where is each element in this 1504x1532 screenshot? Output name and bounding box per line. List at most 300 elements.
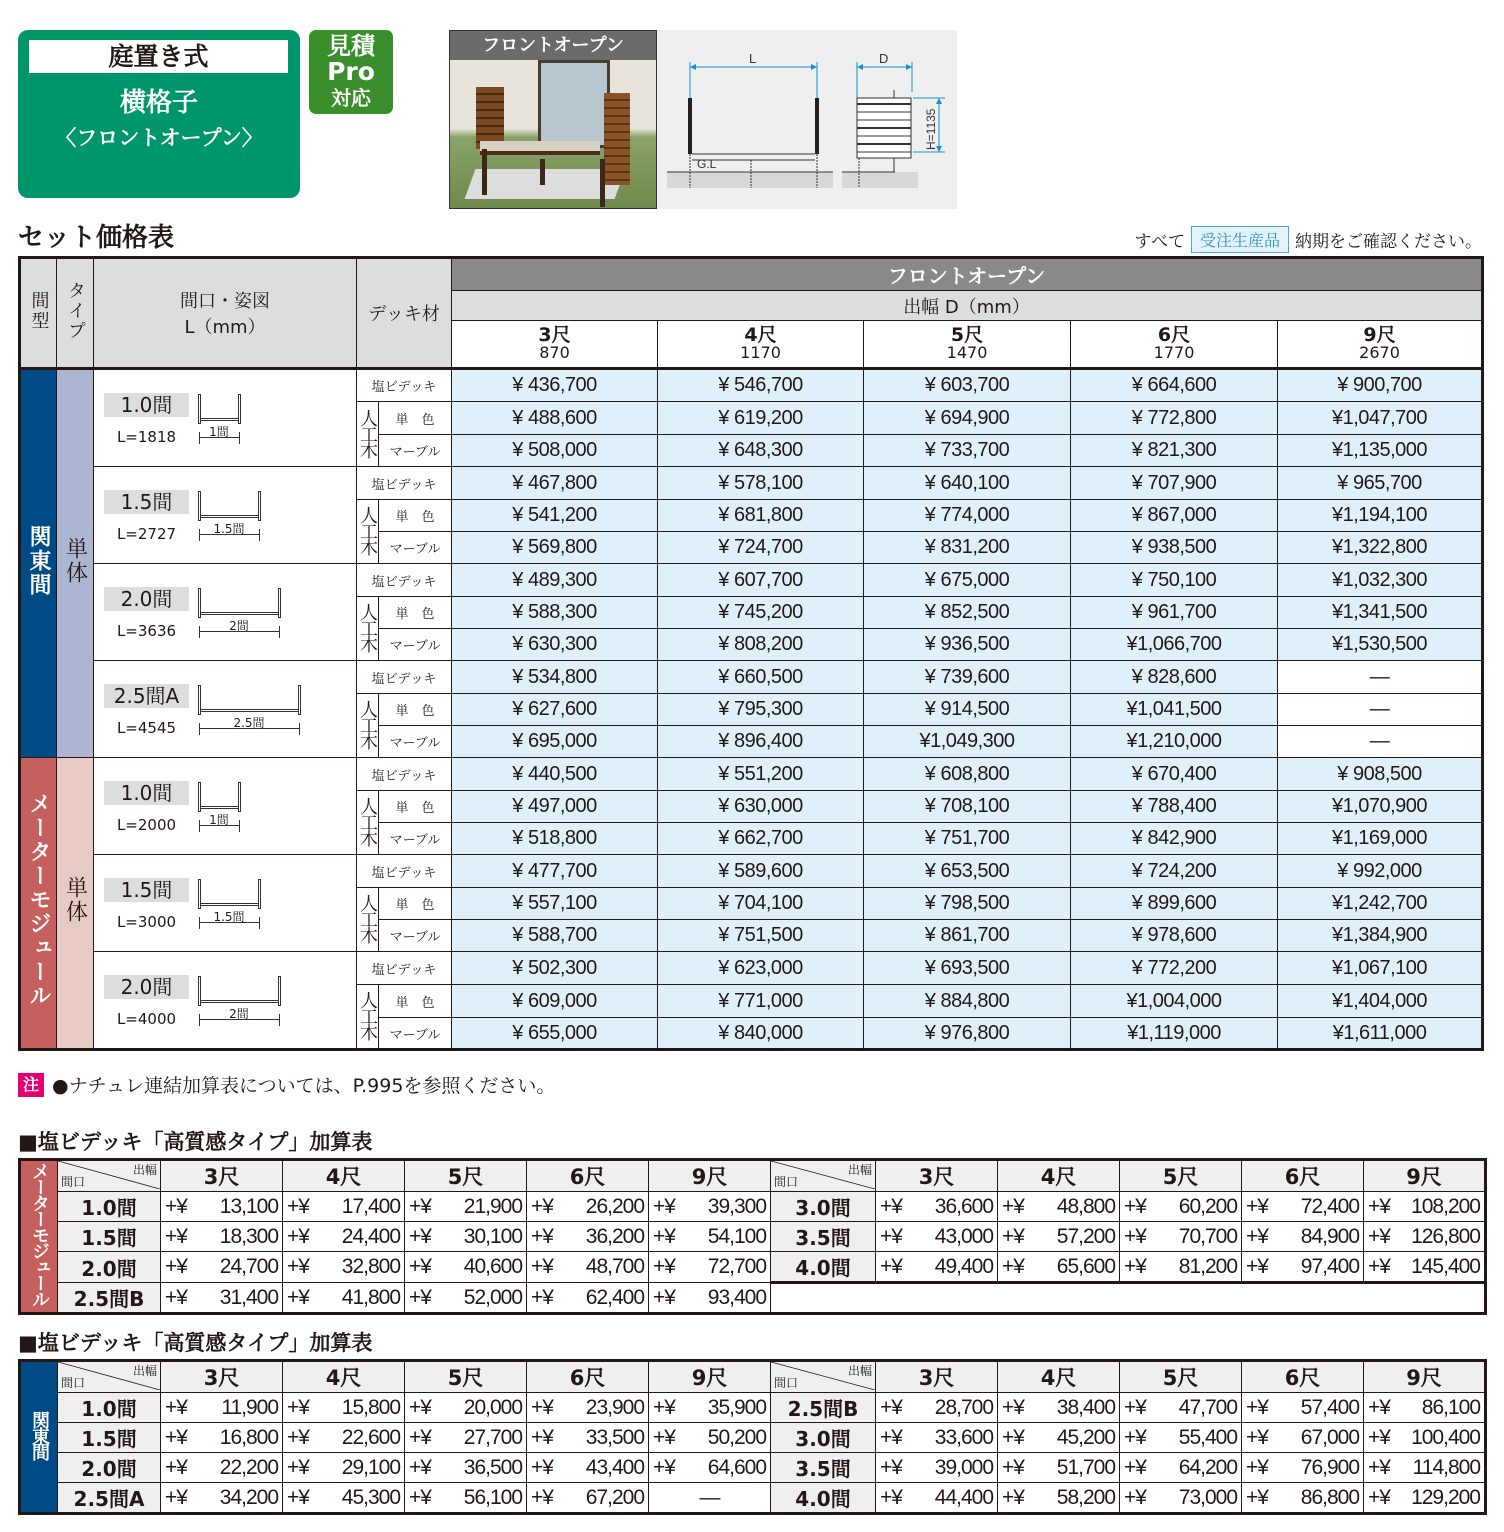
addon-col-header: 4尺 (998, 1361, 1120, 1393)
price-cell: ¥ 808,200 (658, 629, 864, 661)
addon-col-header: 5尺 (1120, 1361, 1242, 1393)
addon-region-kanto: 関東間 (20, 1361, 58, 1514)
region-kanto: 関東間 (20, 369, 57, 758)
addon-row-label: 4.0間 (771, 1252, 876, 1283)
size-cell: 1.5間 L=3000 1.5間 (94, 855, 357, 952)
addon-col-header: 4尺 (283, 1361, 405, 1393)
photo-caption: フロントオープン (450, 31, 656, 60)
price-cell: ¥1,322,800 (1278, 532, 1483, 564)
addon-value: +¥ 97,400 (1242, 1252, 1364, 1283)
addon-value: +¥ 57,200 (998, 1222, 1120, 1252)
size-length: L=2000 (116, 816, 177, 834)
price-cell: ¥ 653,500 (864, 855, 1071, 888)
price-cell: ¥1,004,000 (1071, 985, 1278, 1018)
size-cell: 2.0間 L=4000 2間 (94, 952, 357, 1050)
set-price-table (18, 256, 1484, 1051)
price-cell: ¥ 821,300 (1071, 435, 1278, 467)
price-cell: ¥ 751,500 (658, 920, 864, 952)
size-label: 1.0間 (104, 781, 189, 805)
deck-solid-label: 単 色 (379, 597, 452, 629)
size-cell: 2.5間A L=4545 2.5間 (94, 661, 357, 758)
price-cell: ¥ 541,200 (452, 500, 658, 532)
addon-value: +¥ 17,400 (283, 1192, 405, 1222)
price-cell: ¥1,194,100 (1278, 500, 1483, 532)
price-cell: ¥ 896,400 (658, 726, 864, 758)
addon-col-header: 6尺 (1242, 1160, 1364, 1192)
deck-solid-label: 単 色 (379, 694, 452, 726)
price-row (20, 758, 1483, 791)
addon-value: +¥ 60,200 (1120, 1192, 1242, 1222)
price-cell: ¥ 436,700 (452, 369, 658, 402)
addon-row-label: 1.0間 (58, 1192, 161, 1222)
price-cell: ¥ 867,000 (1071, 500, 1278, 532)
column-header-4尺: 4尺 1170 (658, 321, 864, 369)
size-length: L=4000 (116, 1010, 177, 1028)
price-cell: ¥ 675,000 (864, 564, 1071, 597)
size-cell: 1.0間 L=2000 1間 (94, 758, 357, 855)
addon-value: +¥ 48,700 (527, 1252, 649, 1283)
price-cell: ¥ 695,000 (452, 726, 658, 758)
price-cell: ¥1,404,000 (1278, 985, 1483, 1018)
addon-value: +¥ 11,900 (161, 1393, 283, 1423)
addon-value: +¥ 47,700 (1120, 1393, 1242, 1423)
svg-text:G.L: G.L (697, 157, 717, 171)
deck-pvc-label: 塩ビデッキ (357, 467, 452, 500)
addon-row-label: 1.5間 (58, 1222, 161, 1252)
addon-value: +¥ 43,000 (876, 1222, 998, 1252)
addon-value: +¥ 31,400 (161, 1283, 283, 1314)
price-cell: ¥1,067,100 (1278, 952, 1483, 985)
price-cell: — (1278, 694, 1483, 726)
addon-value: +¥ 55,400 (1120, 1423, 1242, 1453)
size-cell: 1.5間 L=2727 1.5間 (94, 467, 357, 564)
price-cell: ¥ 733,700 (864, 435, 1071, 467)
addon-row (20, 1423, 1486, 1453)
price-cell: ¥ 788,400 (1071, 791, 1278, 823)
addon-title-kanto: ■塩ビデッキ「高質感タイプ」加算表 (18, 1331, 373, 1355)
size-label: 1.0間 (104, 393, 189, 417)
price-cell: ¥ 508,000 (452, 435, 658, 467)
price-cell: ¥ 708,100 (864, 791, 1071, 823)
deck-pvc-label: 塩ビデッキ (357, 952, 452, 985)
deck-marble-label: マーブル (379, 920, 452, 952)
price-cell: ¥ 842,900 (1071, 823, 1278, 855)
addon-row-label: 2.5間A (58, 1483, 161, 1514)
price-cell: ¥ 502,300 (452, 952, 658, 985)
addon-value: +¥ 23,900 (527, 1393, 649, 1423)
price-cell: ¥1,047,700 (1278, 402, 1483, 435)
addon-row-label: 3.0間 (771, 1423, 876, 1453)
addon-value: +¥ 36,600 (876, 1192, 998, 1222)
price-cell: ¥ 751,700 (864, 823, 1071, 855)
price-cell: ¥ 607,700 (658, 564, 864, 597)
size-length: L=3636 (116, 622, 177, 640)
addon-value: +¥ 64,200 (1120, 1453, 1242, 1483)
column-header-3尺: 3尺 870 (452, 321, 658, 369)
price-cell: ¥ 884,800 (864, 985, 1071, 1018)
deck-wood-label: 人工木 (357, 500, 379, 564)
deck-marble-label: マーブル (379, 823, 452, 855)
addon-value: +¥ 48,800 (998, 1192, 1120, 1222)
price-cell: ¥ 899,600 (1071, 888, 1278, 920)
addon-col-header: 3尺 (161, 1160, 283, 1192)
addon-table-meter (18, 1158, 1487, 1315)
price-cell: ¥1,032,300 (1278, 564, 1483, 597)
price-cell: ¥ 976,800 (864, 1018, 1071, 1050)
price-cell: ¥ 557,100 (452, 888, 658, 920)
product-badge (18, 30, 300, 198)
corner-header: 間口 出幅 (58, 1361, 161, 1393)
addon-value: +¥ 30,100 (405, 1222, 527, 1252)
deck-wood-label: 人工木 (357, 985, 379, 1050)
window-illustration (538, 60, 610, 148)
price-cell: ¥1,210,000 (1071, 726, 1278, 758)
addon-col-header: 9尺 (649, 1160, 771, 1192)
addon-value: +¥ 16,800 (161, 1423, 283, 1453)
addon-value: — (649, 1483, 771, 1514)
price-cell: ¥1,169,000 (1278, 823, 1483, 855)
price-cell: ¥ 774,000 (864, 500, 1071, 532)
addon-row-label: 4.0間 (771, 1483, 876, 1514)
price-cell: ¥ 914,500 (864, 694, 1071, 726)
note-mark: 注 (18, 1073, 44, 1097)
left-panel (476, 87, 504, 149)
addon-value: +¥ 33,600 (876, 1423, 998, 1453)
price-cell: ¥ 908,500 (1278, 758, 1483, 791)
addon-value: +¥ 84,900 (1242, 1222, 1364, 1252)
price-cell: ¥ 840,000 (658, 1018, 864, 1050)
addon-value: +¥ 39,000 (876, 1453, 998, 1483)
addon-value: +¥ 108,200 (1364, 1192, 1486, 1222)
addon-value: +¥ 18,300 (161, 1222, 283, 1252)
addon-value: +¥ 29,100 (283, 1453, 405, 1483)
price-row (20, 564, 1483, 597)
price-cell: ¥ 724,200 (1071, 855, 1278, 888)
corner-header: 間口 出幅 (771, 1160, 876, 1192)
price-cell: ¥ 936,500 (864, 629, 1071, 661)
addon-value: +¥ 43,400 (527, 1453, 649, 1483)
addon-value: +¥ 72,700 (649, 1252, 771, 1283)
addon-value: +¥ 81,200 (1120, 1252, 1242, 1283)
addon-value: +¥ 45,200 (998, 1423, 1120, 1453)
price-cell: ¥ 655,000 (452, 1018, 658, 1050)
region-meter: メーターモジュール (20, 758, 57, 1050)
addon-row (20, 1393, 1486, 1423)
addon-value: +¥ 36,200 (527, 1222, 649, 1252)
note-text: ●ナチュレ連結加算表については、P.995を参照ください。 (52, 1075, 556, 1097)
addon-col-header: 6尺 (1242, 1361, 1364, 1393)
addon-row (20, 1192, 1486, 1222)
deck-leg (482, 149, 487, 195)
price-cell: ¥ 623,000 (658, 952, 864, 985)
price-cell: ¥1,611,000 (1278, 1018, 1483, 1050)
addon-value: +¥ 100,400 (1364, 1423, 1486, 1453)
header-region: 間型 (20, 258, 57, 369)
deck-leg (600, 159, 605, 207)
addon-value: +¥ 32,800 (283, 1252, 405, 1283)
addon-row (20, 1252, 1486, 1283)
deck-solid-label: 単 色 (379, 500, 452, 532)
corner-header: 間口 出幅 (58, 1160, 161, 1192)
price-cell: ¥ 828,600 (1071, 661, 1278, 694)
size-label: 1.5間 (104, 490, 189, 514)
addon-row (20, 1483, 1486, 1514)
addon-col-header: 4尺 (998, 1160, 1120, 1192)
addon-value: +¥ 49,400 (876, 1252, 998, 1283)
deck-solid-label: 単 色 (379, 985, 452, 1018)
addon-col-header: 3尺 (876, 1361, 998, 1393)
deck-solid-label: 単 色 (379, 402, 452, 435)
addon-value: +¥ 13,100 (161, 1192, 283, 1222)
addon-row-label: 2.0間 (58, 1252, 161, 1283)
addon-value: +¥ 22,200 (161, 1453, 283, 1483)
size-label: 2.5間A (104, 684, 189, 708)
size-cell: 2.0間 L=3636 2間 (94, 564, 357, 661)
price-cell: ¥ 724,700 (658, 532, 864, 564)
deck-pvc-label: 塩ビデッキ (357, 661, 452, 694)
section-title: セット価格表 (18, 223, 175, 253)
deck-marble-label: マーブル (379, 1018, 452, 1050)
svg-text:H=1135: H=1135 (924, 108, 938, 150)
price-cell: ¥ 681,800 (658, 500, 864, 532)
addon-value: +¥ 67,000 (1242, 1423, 1364, 1453)
price-cell: ¥ 961,700 (1071, 597, 1278, 629)
pro-line2: Pro (327, 57, 375, 86)
addon-value: +¥ 86,100 (1364, 1393, 1486, 1423)
price-cell: — (1278, 726, 1483, 758)
addon-value: +¥ 51,700 (998, 1453, 1120, 1483)
price-cell: ¥ 546,700 (658, 369, 864, 402)
deck-solid-label: 単 色 (379, 888, 452, 920)
pro-line1: 見積 (327, 32, 375, 60)
addon-value: +¥ 45,300 (283, 1483, 405, 1514)
price-cell: ¥ 578,100 (658, 467, 864, 500)
right-panel (604, 93, 630, 185)
addon-row-label: 2.5間B (58, 1283, 161, 1314)
price-cell: ¥ 440,500 (452, 758, 658, 791)
empty-area (771, 1283, 1486, 1314)
addon-row (20, 1283, 1486, 1314)
price-cell: ¥ 852,500 (864, 597, 1071, 629)
addon-value: +¥ 33,500 (527, 1423, 649, 1453)
price-cell: ¥1,135,000 (1278, 435, 1483, 467)
header-size: 間口・姿図 L（mm） (94, 258, 357, 369)
price-cell: ¥ 588,700 (452, 920, 658, 952)
price-cell: ¥ 771,000 (658, 985, 864, 1018)
column-header-6尺: 6尺 1770 (1071, 321, 1278, 369)
price-cell: ¥ 662,700 (658, 823, 864, 855)
size-label: 2.0間 (104, 587, 189, 611)
price-cell: ¥ 488,600 (452, 402, 658, 435)
price-cell: ¥ 518,800 (452, 823, 658, 855)
deck-surface (480, 141, 600, 155)
addon-col-header: 9尺 (1364, 1361, 1486, 1393)
size-label: 2.0間 (104, 975, 189, 999)
price-row (20, 952, 1483, 985)
addon-value: +¥ 27,700 (405, 1423, 527, 1453)
addon-col-header: 6尺 (527, 1361, 649, 1393)
addon-value: +¥ 26,200 (527, 1192, 649, 1222)
price-cell: ¥ 750,100 (1071, 564, 1278, 597)
price-cell: ¥ 589,600 (658, 855, 864, 888)
price-cell: ¥ 772,800 (1071, 402, 1278, 435)
price-cell: ¥1,066,700 (1071, 629, 1278, 661)
price-cell: ¥1,530,500 (1278, 629, 1483, 661)
price-cell: — (1278, 661, 1483, 694)
dimension-diagram (657, 30, 957, 209)
addon-value: +¥ 126,800 (1364, 1222, 1486, 1252)
header-front-open: フロントオープン (452, 258, 1483, 291)
price-cell: ¥ 467,800 (452, 467, 658, 500)
addon-value: +¥ 39,300 (649, 1192, 771, 1222)
price-cell: ¥ 694,900 (864, 402, 1071, 435)
deck-wood-label: 人工木 (357, 597, 379, 661)
price-cell: ¥ 745,200 (658, 597, 864, 629)
addon-value: +¥ 67,200 (527, 1483, 649, 1514)
price-cell: ¥ 489,300 (452, 564, 658, 597)
addon-value: +¥ 86,800 (1242, 1483, 1364, 1514)
addon-value: +¥ 114,800 (1364, 1453, 1486, 1483)
price-cell: ¥ 670,400 (1071, 758, 1278, 791)
lattice-style: 横格子 (119, 88, 198, 118)
notice-suffix: 納期をご確認ください。 (1295, 232, 1482, 252)
addon-value: +¥ 22,600 (283, 1423, 405, 1453)
corner-header: 間口 出幅 (771, 1361, 876, 1393)
install-method: 庭置き式 (29, 40, 288, 73)
addon-value: +¥ 21,900 (405, 1192, 527, 1222)
price-cell: ¥ 795,300 (658, 694, 864, 726)
size-cell: 1.0間 L=1818 1間 (94, 369, 357, 467)
deck-leg (540, 159, 545, 185)
pro-line3: 対応 (331, 86, 371, 110)
price-cell: ¥ 831,200 (864, 532, 1071, 564)
addon-value: +¥ 145,400 (1364, 1252, 1486, 1283)
addon-title-meter: ■塩ビデッキ「高質感タイプ」加算表 (18, 1130, 373, 1154)
price-cell: ¥1,041,500 (1071, 694, 1278, 726)
size-length: L=4545 (116, 719, 177, 737)
addon-row-label: 2.0間 (58, 1453, 161, 1483)
deck-wood-label: 人工木 (357, 791, 379, 855)
addon-row-label: 2.5間B (771, 1393, 876, 1423)
variant-label: 〈フロントオープン〉 (55, 126, 263, 150)
deck-wood-label: 人工木 (357, 402, 379, 467)
addon-value: +¥ 73,000 (1120, 1483, 1242, 1514)
addon-value: +¥ 28,700 (876, 1393, 998, 1423)
product-photo (449, 30, 657, 209)
price-cell: ¥ 534,800 (452, 661, 658, 694)
type-cell: 単体 (57, 758, 94, 1050)
price-row (20, 467, 1483, 500)
addon-value: +¥ 34,200 (161, 1483, 283, 1514)
price-cell: ¥1,242,700 (1278, 888, 1483, 920)
addon-value: +¥ 20,000 (405, 1393, 527, 1423)
price-cell: ¥ 619,200 (658, 402, 864, 435)
deck-marble-label: マーブル (379, 435, 452, 467)
size-length: L=2727 (116, 525, 177, 543)
addon-value: +¥ 44,400 (876, 1483, 998, 1514)
addon-col-header: 6尺 (527, 1160, 649, 1192)
size-length: L=3000 (116, 913, 177, 931)
price-cell: ¥ 704,100 (658, 888, 864, 920)
addon-value: +¥ 57,400 (1242, 1393, 1364, 1423)
size-label: 1.5間 (104, 878, 189, 902)
deck-wood-label: 人工木 (357, 888, 379, 952)
addon-value: +¥ 56,100 (405, 1483, 527, 1514)
deck-wood-label: 人工木 (357, 694, 379, 758)
deck-pvc-label: 塩ビデッキ (357, 564, 452, 597)
price-cell: ¥ 603,700 (864, 369, 1071, 402)
addon-row (20, 1453, 1486, 1483)
price-cell: ¥1,119,000 (1071, 1018, 1278, 1050)
price-cell: ¥ 965,700 (1278, 467, 1483, 500)
svg-text:L: L (749, 51, 757, 66)
price-cell: ¥ 648,300 (658, 435, 864, 467)
price-cell: ¥ 978,600 (1071, 920, 1278, 952)
price-cell: ¥1,049,300 (864, 726, 1071, 758)
price-cell: ¥1,070,900 (1278, 791, 1483, 823)
price-cell: ¥ 627,600 (452, 694, 658, 726)
price-row (20, 369, 1483, 402)
price-cell: ¥ 772,200 (1071, 952, 1278, 985)
mitsumori-pro-badge (309, 30, 393, 114)
price-cell: ¥ 640,100 (864, 467, 1071, 500)
price-row (20, 855, 1483, 888)
notice-prefix: すべて (1134, 232, 1185, 252)
size-length: L=1818 (116, 428, 177, 446)
made-to-order-notice (1134, 226, 1482, 253)
addon-value: +¥ 129,200 (1364, 1483, 1486, 1514)
header-type: タイプ (57, 258, 94, 369)
price-cell: ¥ 608,800 (864, 758, 1071, 791)
addon-value: +¥ 52,000 (405, 1283, 527, 1314)
price-cell: ¥ 693,500 (864, 952, 1071, 985)
column-header-5尺: 5尺 1470 (864, 321, 1071, 369)
addon-value: +¥ 62,400 (527, 1283, 649, 1314)
price-cell: ¥ 497,000 (452, 791, 658, 823)
addon-value: +¥ 65,600 (998, 1252, 1120, 1283)
addon-row-label: 3.5間 (771, 1222, 876, 1252)
price-cell: ¥1,384,900 (1278, 920, 1483, 952)
column-header-9尺: 9尺 2670 (1278, 321, 1483, 369)
addon-value: +¥ 40,600 (405, 1252, 527, 1283)
addon-col-header: 9尺 (1364, 1160, 1486, 1192)
addon-col-header: 3尺 (876, 1160, 998, 1192)
addon-value: +¥ 38,400 (998, 1393, 1120, 1423)
price-cell: ¥ 660,500 (658, 661, 864, 694)
addon-col-header: 4尺 (283, 1160, 405, 1192)
addon-value: +¥ 41,800 (283, 1283, 405, 1314)
price-row (20, 661, 1483, 694)
addon-row-label: 1.5間 (58, 1423, 161, 1453)
addon-region-meter: メーターモジュール (20, 1160, 58, 1314)
price-cell: ¥ 588,300 (452, 597, 658, 629)
deck-pvc-label: 塩ビデッキ (357, 758, 452, 791)
deck-pvc-label: 塩ビデッキ (357, 855, 452, 888)
addon-row-label: 3.0間 (771, 1192, 876, 1222)
deck-marble-label: マーブル (379, 532, 452, 564)
addon-value: +¥ 54,100 (649, 1222, 771, 1252)
price-cell: ¥ 938,500 (1071, 532, 1278, 564)
deck-marble-label: マーブル (379, 629, 452, 661)
price-cell: ¥ 664,600 (1071, 369, 1278, 402)
price-cell: ¥ 630,300 (452, 629, 658, 661)
addon-row (20, 1222, 1486, 1252)
addon-value: +¥ 36,500 (405, 1453, 527, 1483)
addon-value: +¥ 35,900 (649, 1393, 771, 1423)
price-cell: ¥ 477,700 (452, 855, 658, 888)
footnote (18, 1071, 555, 1098)
addon-row-label: 1.0間 (58, 1393, 161, 1423)
